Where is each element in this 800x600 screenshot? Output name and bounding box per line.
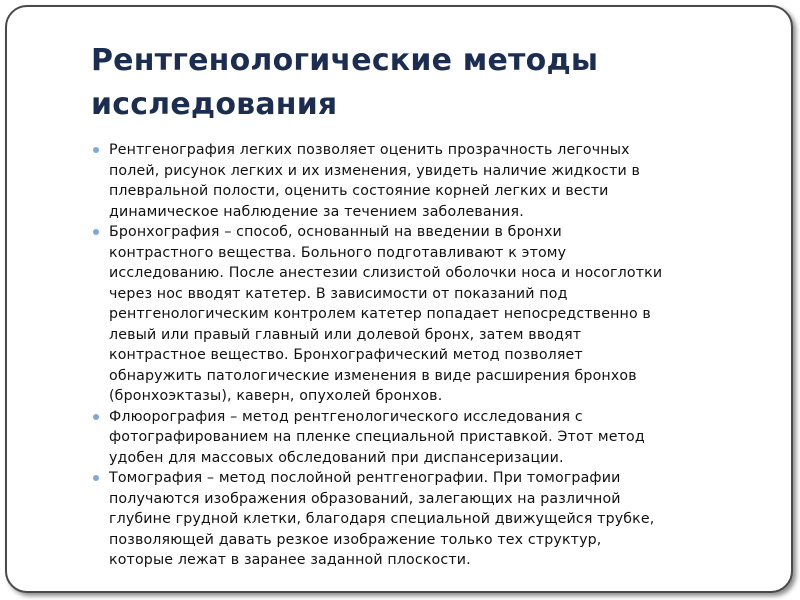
bullet-line: Флюорография – метод рентгенологического исследования с: [109, 408, 583, 425]
bullet-line: обнаружить патологические изменения в виде расширения бронхов: [109, 367, 637, 384]
bullet-dot-icon: [93, 414, 99, 420]
bullet-dot-icon: [93, 147, 99, 153]
bullet-fluorography: [93, 407, 773, 469]
slide-frame: [5, 5, 793, 593]
bullet-line: левый или правый главный или долевой бронх, затем вводят: [109, 326, 582, 343]
bullet-dot-icon: [93, 475, 99, 481]
bullet-line: Бронхография – способ, основанный на введении в бронхи: [109, 224, 562, 240]
bullet-list: [93, 140, 773, 571]
slide-title-line-2: исследования: [91, 87, 338, 122]
bullet-radiography: [93, 140, 773, 222]
bullet-line: глубине грудной клетки, благодаря специальной движущейся трубке,: [109, 511, 655, 527]
bullet-line: Томография – метод послойной рентгенографии. При томографии: [109, 470, 621, 486]
bullet-tomography: [93, 468, 773, 571]
bullet-line: контрастное вещество. Бронхографический метод позволяет: [109, 347, 583, 363]
bullet-line: рентгенологическим контролем катетер попадает непосредственно в: [109, 306, 651, 322]
bullet-dot-icon: [93, 229, 99, 235]
bullet-line: динамическое наблюдение за течением заболевания.: [109, 203, 524, 220]
bullet-line: позволяющей давать резкое изображение только тех структур,: [109, 531, 602, 548]
bullet-line: контрастного вещества. Больного подготавливают к этому: [109, 244, 567, 261]
bullet-line: фотографированием на пленке специальной приставкой. Этот метод: [109, 429, 645, 445]
bullet-text: [109, 140, 773, 222]
bullet-text: [109, 222, 773, 407]
bullet-line: удобен для массовых обследований при диспансеризации.: [109, 449, 564, 466]
bullet-bronchography: [93, 222, 773, 407]
bullet-line: исследованию. После анестезии слизистой оболочки носа и носоглотки: [109, 265, 663, 281]
bullet-line: Рентгенография легких позволяет оценить прозрачность легочных: [109, 142, 630, 158]
bullet-line: получаются изображения образований, залегающих на различной: [109, 490, 621, 507]
slide-title: [91, 39, 771, 127]
bullet-line: плевральной полости, оценить состояние корней легких и вести: [109, 183, 609, 199]
bullet-line: (бронхоэктазы), каверн, опухолей бронхов.: [109, 388, 443, 404]
bullet-line: которые лежат в заранее заданной плоскости.: [109, 552, 471, 568]
bullet-text: [109, 407, 773, 469]
bullet-line: полей, рисунок легких и их изменения, увидеть наличие жидкости в: [109, 162, 641, 179]
bullet-line: через нос вводят катетер. В зависимости от показаний под: [109, 285, 568, 302]
slide-title-line-1: Рентгенологические методы: [91, 43, 599, 78]
bullet-text: [109, 468, 773, 571]
